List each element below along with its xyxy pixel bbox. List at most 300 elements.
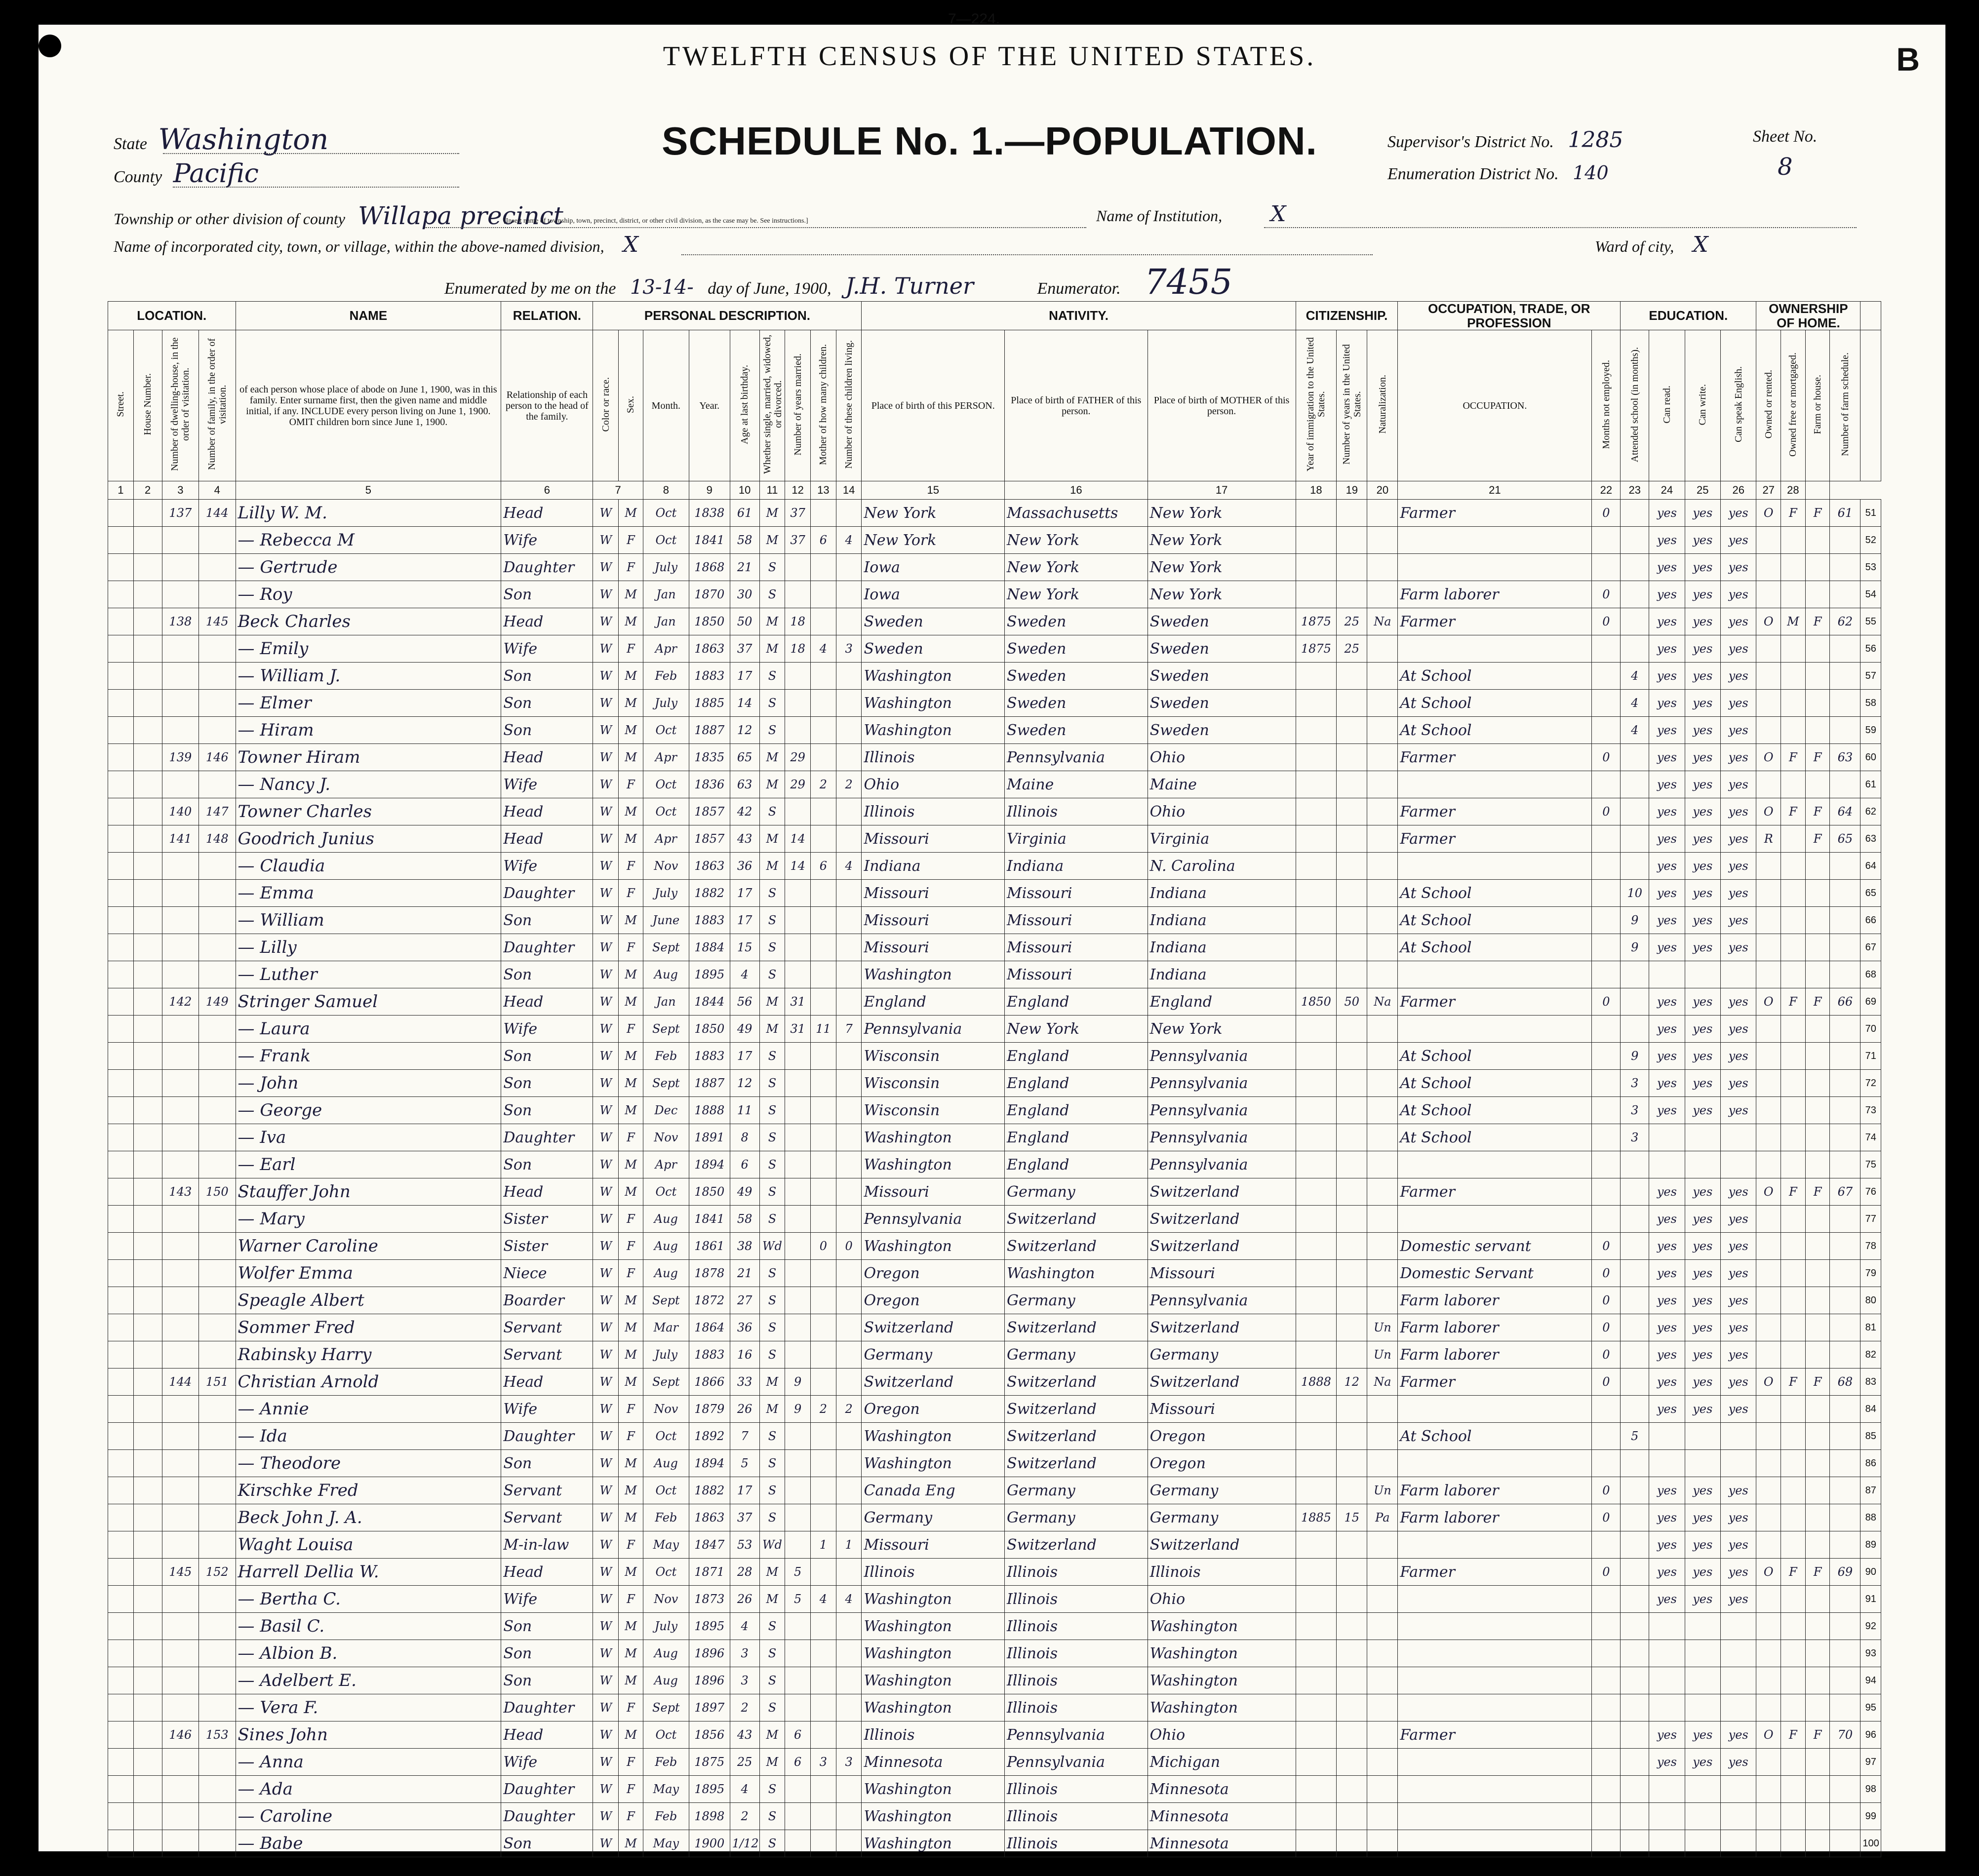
cell-age: 36 bbox=[730, 853, 759, 880]
empty-cell bbox=[133, 717, 162, 744]
cell-un bbox=[1592, 663, 1621, 690]
ward-value: X bbox=[1693, 232, 1708, 257]
cell-ln: 84 bbox=[1860, 1396, 1881, 1423]
cell-un bbox=[1592, 1124, 1621, 1151]
cell-ms: S bbox=[759, 1260, 785, 1287]
cell-en bbox=[1720, 961, 1756, 988]
cell-ym bbox=[785, 1070, 811, 1097]
cell-dw bbox=[162, 527, 198, 554]
table-row bbox=[108, 581, 1881, 608]
cell-sex: M bbox=[619, 1287, 643, 1314]
column-number: 17 bbox=[1148, 481, 1296, 500]
cell-dw bbox=[162, 1070, 198, 1097]
cell-wr: yes bbox=[1685, 1016, 1720, 1043]
cell-fs bbox=[1830, 1423, 1860, 1450]
column-number: 24 bbox=[1649, 481, 1685, 500]
cell-sch: 4 bbox=[1621, 663, 1649, 690]
cell-fm bbox=[199, 961, 236, 988]
cell-cl bbox=[836, 500, 862, 527]
cell-yr: 1838 bbox=[689, 500, 730, 527]
county-value: Pacific bbox=[173, 159, 259, 189]
empty-cell bbox=[108, 581, 134, 608]
cell-cl bbox=[836, 1504, 862, 1531]
table-row bbox=[108, 907, 1881, 934]
cell-un bbox=[1592, 771, 1621, 798]
cell-age: 15 bbox=[730, 934, 759, 961]
cell-col: W bbox=[593, 1803, 619, 1830]
cell-ym: 29 bbox=[785, 744, 811, 771]
cell-cl bbox=[836, 934, 862, 961]
cell-en: yes bbox=[1720, 1531, 1756, 1559]
cell-occ: Farmer bbox=[1398, 1178, 1592, 1206]
cell-ln: 79 bbox=[1860, 1260, 1881, 1287]
cell-own bbox=[1756, 1233, 1781, 1260]
cell-ln: 62 bbox=[1860, 798, 1881, 825]
cell-bf: Indiana bbox=[1005, 853, 1148, 880]
cell-wr bbox=[1685, 1450, 1720, 1477]
empty-cell bbox=[108, 1504, 134, 1531]
institution-field bbox=[1096, 201, 1286, 227]
cell-fh bbox=[1805, 635, 1830, 663]
empty-cell bbox=[108, 744, 134, 771]
cell-fr bbox=[1781, 1233, 1806, 1260]
cell-rel: Son bbox=[501, 1450, 593, 1477]
cell-imm bbox=[1296, 663, 1337, 690]
cell-imm bbox=[1296, 581, 1337, 608]
cell-bf: Illinois bbox=[1005, 1667, 1148, 1694]
cell-ch bbox=[811, 880, 836, 907]
cell-ms: M bbox=[759, 527, 785, 554]
cell-bf: Illinois bbox=[1005, 1830, 1148, 1857]
cell-yr: 1871 bbox=[689, 1559, 730, 1586]
cell-rd: yes bbox=[1649, 1477, 1685, 1504]
cell-col: W bbox=[593, 1477, 619, 1504]
cell-age: 6 bbox=[730, 1151, 759, 1178]
cell-dw bbox=[162, 1640, 198, 1667]
cell-own: O bbox=[1756, 744, 1781, 771]
cell-rd: yes bbox=[1649, 663, 1685, 690]
empty-cell bbox=[133, 1504, 162, 1531]
cell-yr: 1891 bbox=[689, 1124, 730, 1151]
cell-wr: yes bbox=[1685, 1314, 1720, 1341]
cell-ch bbox=[811, 744, 836, 771]
cell-imm: 1875 bbox=[1296, 635, 1337, 663]
cell-col: W bbox=[593, 1586, 619, 1613]
empty-cell bbox=[108, 1124, 134, 1151]
cell-ch: 1 bbox=[811, 1531, 836, 1559]
cell-rd: yes bbox=[1649, 1396, 1685, 1423]
cell-dw bbox=[162, 1803, 198, 1830]
cell-bp: Illinois bbox=[862, 744, 1005, 771]
empty-cell bbox=[108, 880, 134, 907]
cell-bp: Illinois bbox=[862, 1559, 1005, 1586]
cell-dw bbox=[162, 1423, 198, 1450]
cell-nat bbox=[1367, 744, 1398, 771]
cell-sch: 4 bbox=[1621, 717, 1649, 744]
cell-yus bbox=[1337, 1559, 1367, 1586]
cell-fr bbox=[1781, 1151, 1806, 1178]
cell-cl bbox=[836, 1477, 862, 1504]
cell-nat bbox=[1367, 1043, 1398, 1070]
cell-en: yes bbox=[1720, 880, 1756, 907]
cell-ch bbox=[811, 825, 836, 853]
cell-occ: Farm laborer bbox=[1398, 1314, 1592, 1341]
cell-yus bbox=[1337, 500, 1367, 527]
cell-ms: S bbox=[759, 934, 785, 961]
cell-bf: Maine bbox=[1005, 771, 1148, 798]
cell-sex: M bbox=[619, 717, 643, 744]
empty-cell bbox=[133, 1206, 162, 1233]
cell-fm bbox=[199, 554, 236, 581]
cell-nat bbox=[1367, 500, 1398, 527]
cell-sch: 5 bbox=[1621, 1423, 1649, 1450]
cell-bf: Missouri bbox=[1005, 907, 1148, 934]
cell-occ bbox=[1398, 771, 1592, 798]
cell-ms: S bbox=[759, 1423, 785, 1450]
cell-mo: Aug bbox=[643, 961, 689, 988]
cell-un bbox=[1592, 1721, 1621, 1749]
column-number: 8 bbox=[643, 481, 689, 500]
head-month: Month. bbox=[643, 330, 689, 481]
cell-occ bbox=[1398, 1396, 1592, 1423]
cell-bf: Missouri bbox=[1005, 880, 1148, 907]
cell-un bbox=[1592, 1830, 1621, 1857]
empty-cell bbox=[133, 1070, 162, 1097]
enumerated-days: 13-14- bbox=[630, 276, 694, 299]
cell-ln: 67 bbox=[1860, 934, 1881, 961]
cell-sex: M bbox=[619, 500, 643, 527]
cell-bf: Switzerland bbox=[1005, 1233, 1148, 1260]
cell-wr: yes bbox=[1685, 934, 1720, 961]
cell-occ: Farmer bbox=[1398, 500, 1592, 527]
cell-bf: Switzerland bbox=[1005, 1396, 1148, 1423]
cell-bm: Pennsylvania bbox=[1148, 1070, 1296, 1097]
state-label: State bbox=[114, 135, 147, 153]
cell-en: yes bbox=[1720, 1260, 1756, 1287]
cell-col: W bbox=[593, 1613, 619, 1640]
cell-ln: 99 bbox=[1860, 1803, 1881, 1830]
cell-bf: Illinois bbox=[1005, 1640, 1148, 1667]
cell-sex: F bbox=[619, 1124, 643, 1151]
cell-yr: 1870 bbox=[689, 581, 730, 608]
cell-ms: S bbox=[759, 1694, 785, 1721]
cell-bp: Washington bbox=[862, 717, 1005, 744]
cell-ch bbox=[811, 798, 836, 825]
cell-sch bbox=[1621, 1640, 1649, 1667]
cell-ms: S bbox=[759, 1830, 785, 1857]
cell-occ: Farmer bbox=[1398, 608, 1592, 635]
cell-age: 21 bbox=[730, 554, 759, 581]
empty-cell bbox=[133, 798, 162, 825]
table-row bbox=[108, 1016, 1881, 1043]
cell-imm bbox=[1296, 825, 1337, 853]
cell-wr: yes bbox=[1685, 1097, 1720, 1124]
cell-bf: Switzerland bbox=[1005, 1206, 1148, 1233]
cell-un bbox=[1592, 1151, 1621, 1178]
cell-bf: Virginia bbox=[1005, 825, 1148, 853]
cell-ln: 77 bbox=[1860, 1206, 1881, 1233]
cell-age: 14 bbox=[730, 690, 759, 717]
empty-cell bbox=[108, 1721, 134, 1749]
cell-mo: July bbox=[643, 880, 689, 907]
cell-bf: Sweden bbox=[1005, 608, 1148, 635]
head-relation: Relationship of each person to the head of the family. bbox=[501, 330, 593, 481]
cell-imm bbox=[1296, 1233, 1337, 1260]
cell-wr: yes bbox=[1685, 798, 1720, 825]
cell-ms: S bbox=[759, 1450, 785, 1477]
cell-ch bbox=[811, 1151, 836, 1178]
cell-fm bbox=[199, 1830, 236, 1857]
cell-bf: Pennsylvania bbox=[1005, 1721, 1148, 1749]
cell-imm bbox=[1296, 1721, 1337, 1749]
cell-age: 65 bbox=[730, 744, 759, 771]
cell-bm: Oregon bbox=[1148, 1450, 1296, 1477]
cell-occ: Farm laborer bbox=[1398, 1287, 1592, 1314]
cell-sex: F bbox=[619, 1803, 643, 1830]
cell-fr bbox=[1781, 1341, 1806, 1368]
cell-name: Christian Arnold bbox=[236, 1368, 501, 1396]
cell-dw: 143 bbox=[162, 1178, 198, 1206]
cell-own bbox=[1756, 1694, 1781, 1721]
cell-mo: Oct bbox=[643, 1721, 689, 1749]
cell-rd: yes bbox=[1649, 771, 1685, 798]
cell-occ: Domestic Servant bbox=[1398, 1260, 1592, 1287]
cell-yr: 1883 bbox=[689, 907, 730, 934]
cell-fr bbox=[1781, 1830, 1806, 1857]
cell-fm bbox=[199, 1531, 236, 1559]
cell-bf: Switzerland bbox=[1005, 1531, 1148, 1559]
cell-ch: 11 bbox=[811, 1016, 836, 1043]
cell-fm bbox=[199, 1287, 236, 1314]
cell-en: yes bbox=[1720, 500, 1756, 527]
cell-wr bbox=[1685, 1830, 1720, 1857]
cell-mo: Nov bbox=[643, 1396, 689, 1423]
cell-fs bbox=[1830, 1287, 1860, 1314]
head-free: Owned free or mortgaged. bbox=[1787, 352, 1799, 457]
cell-mo: Aug bbox=[643, 1260, 689, 1287]
cell-cl bbox=[836, 1287, 862, 1314]
sheet-letter: B bbox=[1896, 41, 1920, 78]
cell-name: Stringer Samuel bbox=[236, 988, 501, 1016]
cell-wr: yes bbox=[1685, 1721, 1720, 1749]
cell-sch: 4 bbox=[1621, 690, 1649, 717]
cell-mo: Oct bbox=[643, 798, 689, 825]
cell-yr: 1872 bbox=[689, 1287, 730, 1314]
cell-imm bbox=[1296, 1070, 1337, 1097]
cell-dw: 137 bbox=[162, 500, 198, 527]
cell-bf: England bbox=[1005, 1097, 1148, 1124]
supervisor-field bbox=[1387, 127, 1623, 153]
cell-yus bbox=[1337, 1450, 1367, 1477]
cell-fh bbox=[1805, 1830, 1830, 1857]
cell-sch: 9 bbox=[1621, 1043, 1649, 1070]
cell-fh: F bbox=[1805, 608, 1830, 635]
cell-age: 8 bbox=[730, 1124, 759, 1151]
cell-col: W bbox=[593, 1043, 619, 1070]
cell-bm: N. Carolina bbox=[1148, 853, 1296, 880]
head-occupation: OCCUPATION. bbox=[1398, 330, 1592, 481]
cell-col: W bbox=[593, 1124, 619, 1151]
cell-imm bbox=[1296, 690, 1337, 717]
cell-imm bbox=[1296, 1097, 1337, 1124]
cell-imm bbox=[1296, 1124, 1337, 1151]
cell-bp: Washington bbox=[862, 1151, 1005, 1178]
cell-age: 12 bbox=[730, 717, 759, 744]
table-row bbox=[108, 1287, 1881, 1314]
cell-yr: 1835 bbox=[689, 744, 730, 771]
cell-col: W bbox=[593, 1396, 619, 1423]
cell-age: 17 bbox=[730, 1043, 759, 1070]
cell-un bbox=[1592, 1423, 1621, 1450]
table-row bbox=[108, 1070, 1881, 1097]
cell-ms: M bbox=[759, 1396, 785, 1423]
cell-ch bbox=[811, 1341, 836, 1368]
table-row bbox=[108, 1178, 1881, 1206]
cell-rel: Son bbox=[501, 1151, 593, 1178]
cell-nat bbox=[1367, 717, 1398, 744]
cell-nat bbox=[1367, 1423, 1398, 1450]
cell-bp: Missouri bbox=[862, 907, 1005, 934]
table-row bbox=[108, 1423, 1881, 1450]
cell-rd: yes bbox=[1649, 1749, 1685, 1776]
cell-dw bbox=[162, 635, 198, 663]
cell-rel: Boarder bbox=[501, 1287, 593, 1314]
cell-rel: Servant bbox=[501, 1477, 593, 1504]
cell-ym bbox=[785, 717, 811, 744]
cell-fh: F bbox=[1805, 988, 1830, 1016]
cell-sch: 10 bbox=[1621, 880, 1649, 907]
head-children-living: Number of these children living. bbox=[843, 340, 855, 469]
cell-imm bbox=[1296, 1667, 1337, 1694]
cell-imm bbox=[1296, 1423, 1337, 1450]
table-row bbox=[108, 1396, 1881, 1423]
column-number: 15 bbox=[862, 481, 1005, 500]
cell-rel: Daughter bbox=[501, 880, 593, 907]
cell-ch bbox=[811, 608, 836, 635]
cell-nat bbox=[1367, 1260, 1398, 1287]
cell-bf: Missouri bbox=[1005, 961, 1148, 988]
township-label: Township or other division of county bbox=[114, 210, 346, 228]
head-school: Attended school (in months). bbox=[1629, 347, 1640, 462]
cell-ln: 80 bbox=[1860, 1287, 1881, 1314]
cell-rel: Daughter bbox=[501, 1423, 593, 1450]
cell-fm bbox=[199, 907, 236, 934]
cell-name: — Lilly bbox=[236, 934, 501, 961]
cell-bf: Illinois bbox=[1005, 1694, 1148, 1721]
cell-col: W bbox=[593, 1178, 619, 1206]
cell-own bbox=[1756, 1396, 1781, 1423]
cell-own: O bbox=[1756, 608, 1781, 635]
cell-mo: Sept bbox=[643, 1368, 689, 1396]
cell-age: 16 bbox=[730, 1341, 759, 1368]
cell-bp: Illinois bbox=[862, 798, 1005, 825]
cell-fr bbox=[1781, 554, 1806, 581]
cell-fh bbox=[1805, 1776, 1830, 1803]
cell-occ bbox=[1398, 961, 1592, 988]
cell-occ: Farm laborer bbox=[1398, 581, 1592, 608]
cell-ms: S bbox=[759, 1287, 785, 1314]
cell-sex: M bbox=[619, 988, 643, 1016]
cell-dw bbox=[162, 1314, 198, 1341]
cell-bm: Michigan bbox=[1148, 1749, 1296, 1776]
cell-un bbox=[1592, 527, 1621, 554]
cell-fs bbox=[1830, 1151, 1860, 1178]
group-personal: PERSONAL DESCRIPTION. bbox=[593, 302, 862, 330]
cell-fs bbox=[1830, 581, 1860, 608]
empty-cell bbox=[133, 1721, 162, 1749]
cell-sex: F bbox=[619, 635, 643, 663]
cell-mo: Sept bbox=[643, 1287, 689, 1314]
head-sex: Sex. bbox=[625, 395, 636, 413]
cell-nat bbox=[1367, 880, 1398, 907]
cell-bp: Washington bbox=[862, 1613, 1005, 1640]
cell-bf: England bbox=[1005, 1070, 1148, 1097]
cell-fm bbox=[199, 1776, 236, 1803]
cell-ch bbox=[811, 907, 836, 934]
cell-ln: 76 bbox=[1860, 1178, 1881, 1206]
cell-nat bbox=[1367, 1287, 1398, 1314]
cell-ms: M bbox=[759, 1016, 785, 1043]
cell-bm: Sweden bbox=[1148, 690, 1296, 717]
cell-ln: 66 bbox=[1860, 907, 1881, 934]
cell-fh bbox=[1805, 1450, 1830, 1477]
cell-age: 42 bbox=[730, 798, 759, 825]
empty-cell bbox=[108, 1233, 134, 1260]
cell-en: yes bbox=[1720, 1178, 1756, 1206]
cell-fs bbox=[1830, 1749, 1860, 1776]
cell-imm bbox=[1296, 744, 1337, 771]
cell-rd: yes bbox=[1649, 581, 1685, 608]
empty-cell bbox=[133, 1314, 162, 1341]
cell-col: W bbox=[593, 717, 619, 744]
cell-bm: Switzerland bbox=[1148, 1368, 1296, 1396]
cell-fr bbox=[1781, 1694, 1806, 1721]
cell-name: — John bbox=[236, 1070, 501, 1097]
cell-fh bbox=[1805, 1124, 1830, 1151]
cell-wr: yes bbox=[1685, 690, 1720, 717]
schedule-title: SCHEDULE No. 1.—POPULATION. bbox=[662, 119, 1317, 163]
cell-col: W bbox=[593, 1341, 619, 1368]
cell-bp: Washington bbox=[862, 1640, 1005, 1667]
cell-ym bbox=[785, 1260, 811, 1287]
empty-cell bbox=[133, 663, 162, 690]
cell-ms: M bbox=[759, 635, 785, 663]
cell-age: 58 bbox=[730, 1206, 759, 1233]
cell-name: — Luther bbox=[236, 961, 501, 988]
cell-own bbox=[1756, 527, 1781, 554]
cell-en: yes bbox=[1720, 1233, 1756, 1260]
cell-bp: Pennsylvania bbox=[862, 1016, 1005, 1043]
cell-un bbox=[1592, 1667, 1621, 1694]
cell-name: — Theodore bbox=[236, 1450, 501, 1477]
cell-fs bbox=[1830, 1477, 1860, 1504]
cell-fh bbox=[1805, 1667, 1830, 1694]
cell-rel: Son bbox=[501, 1070, 593, 1097]
empty-cell bbox=[108, 1830, 134, 1857]
cell-wr: yes bbox=[1685, 1368, 1720, 1396]
cell-occ bbox=[1398, 1640, 1592, 1667]
cell-ch bbox=[811, 554, 836, 581]
cell-fs bbox=[1830, 1667, 1860, 1694]
cell-fm bbox=[199, 853, 236, 880]
cell-own bbox=[1756, 1531, 1781, 1559]
cell-bf: New York bbox=[1005, 527, 1148, 554]
cell-col: W bbox=[593, 825, 619, 853]
cell-fs bbox=[1830, 1640, 1860, 1667]
empty-cell bbox=[133, 1016, 162, 1043]
cell-fm bbox=[199, 934, 236, 961]
cell-occ: At School bbox=[1398, 1097, 1592, 1124]
